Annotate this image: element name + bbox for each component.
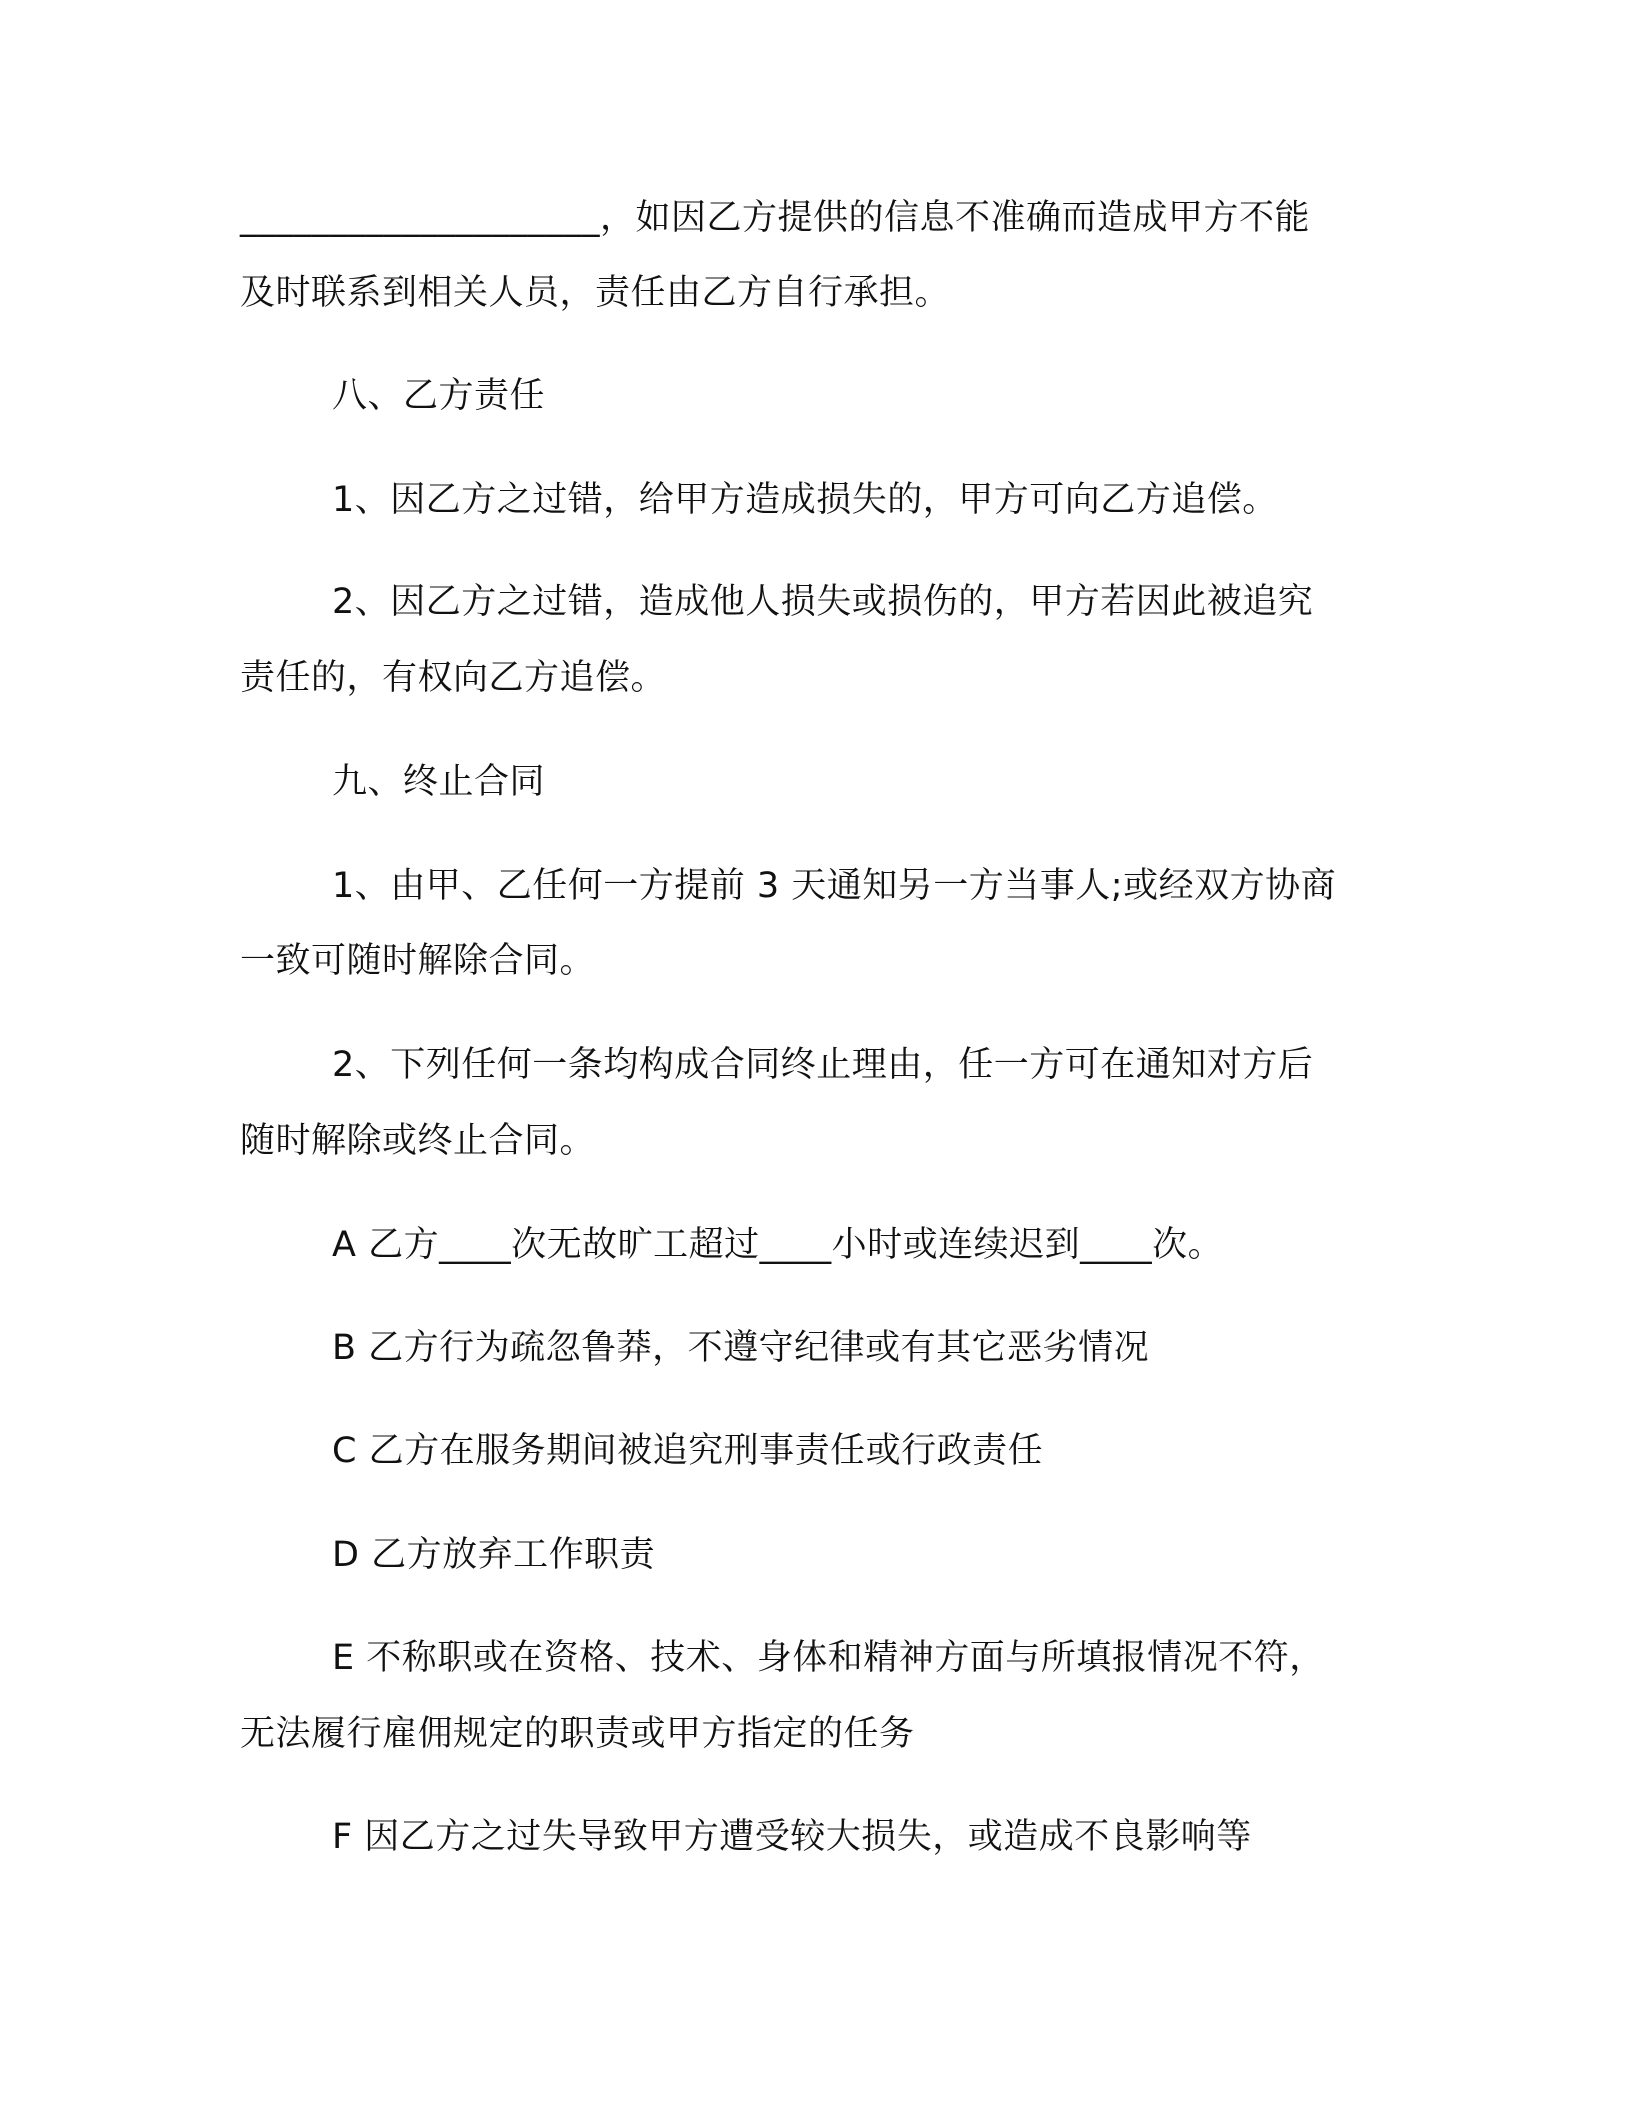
- text-line-1: ____________________，如因乙方提供的信息不准确而造成甲方不能: [240, 198, 1311, 238]
- clause-9-1: 1、由甲、乙任何一方提前 3 天通知另一方当事人;或经双方协商: [332, 866, 1337, 906]
- item-e: E 不称职或在资格、技术、身体和精神方面与所填报情况不符，: [332, 1638, 1325, 1678]
- item-d: D 乙方放弃工作职责: [332, 1535, 656, 1575]
- section-heading-9: 九、终止合同: [332, 762, 546, 802]
- clause-8-1: 1、因乙方之过错，给甲方造成损失的，甲方可向乙方追偿。: [332, 480, 1278, 520]
- clause-9-1-continued: 一致可随时解除合同。: [240, 941, 596, 981]
- clause-9-2-continued: 随时解除或终止合同。: [240, 1121, 596, 1161]
- item-f: F 因乙方之过失导致甲方遭受较大损失，或造成不良影响等: [332, 1817, 1252, 1857]
- clause-9-2: 2、下列任何一条均构成合同终止理由，任一方可在通知对方后: [332, 1045, 1314, 1085]
- section-heading-8: 八、乙方责任: [332, 376, 546, 416]
- item-e-continued: 无法履行雇佣规定的职责或甲方指定的任务: [240, 1714, 915, 1754]
- item-b: B 乙方行为疏忽鲁莽，不遵守纪律或有其它恶劣情况: [332, 1328, 1150, 1368]
- item-a: A 乙方____次无故旷工超过____小时或连续迟到____次。: [332, 1225, 1224, 1265]
- item-c: C 乙方在服务期间被追究刑事责任或行政责任: [332, 1431, 1044, 1471]
- clause-8-2-continued: 责任的，有权向乙方追偿。: [240, 658, 667, 698]
- text-line-2: 及时联系到相关人员，责任由乙方自行承担。: [240, 273, 951, 313]
- clause-8-2: 2、因乙方之过错，造成他人损失或损伤的，甲方若因此被追究: [332, 582, 1314, 622]
